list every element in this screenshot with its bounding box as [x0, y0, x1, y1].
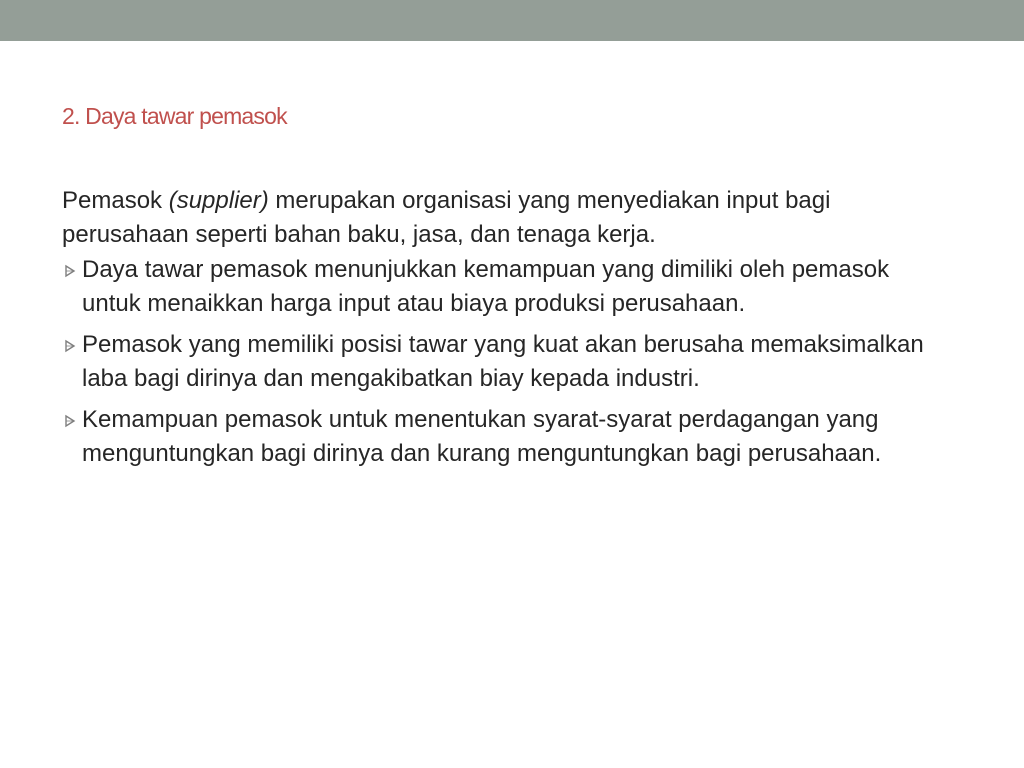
bullet-text: Daya tawar pemasok menunjukkan kemampuan yang dimiliki oleh pemasok untuk menaikkan harga input atau biaya produksi perusahaan. — [82, 256, 890, 317]
bullet-text: Kemampuan pemasok untuk menentukan syarat-syarat perdagangan yang menguntungkan bagi dirinya dan kurang menguntungkan bagi perusahaan. — [82, 406, 882, 467]
bullet-item — [62, 328, 942, 396]
intro-italic-term: (supplier) — [168, 187, 269, 214]
arrowhead-bullet-icon — [64, 339, 78, 353]
slide-title: 2. Daya tawar pemasok — [62, 103, 287, 129]
arrowhead-bullet-icon — [64, 414, 78, 428]
bullet-item — [62, 253, 942, 321]
top-bar — [0, 0, 1024, 41]
intro-text-start: Pemasok — [62, 187, 169, 214]
arrowhead-bullet-icon — [64, 264, 78, 278]
bullet-text: Pemasok yang memiliki posisi tawar yang kuat akan berusaha memaksimalkan laba bagi dirinya dan mengakibatkan biay kepada industri. — [82, 331, 924, 392]
bullet-item — [62, 403, 942, 471]
intro-paragraph — [62, 184, 942, 252]
slide-body — [62, 184, 942, 478]
intro-text-end: merupakan organisasi yang menyediakan input bagi perusahaan seperti bahan baku, jasa, dan tenaga kerja. — [62, 187, 831, 248]
bullet-list — [62, 253, 942, 471]
